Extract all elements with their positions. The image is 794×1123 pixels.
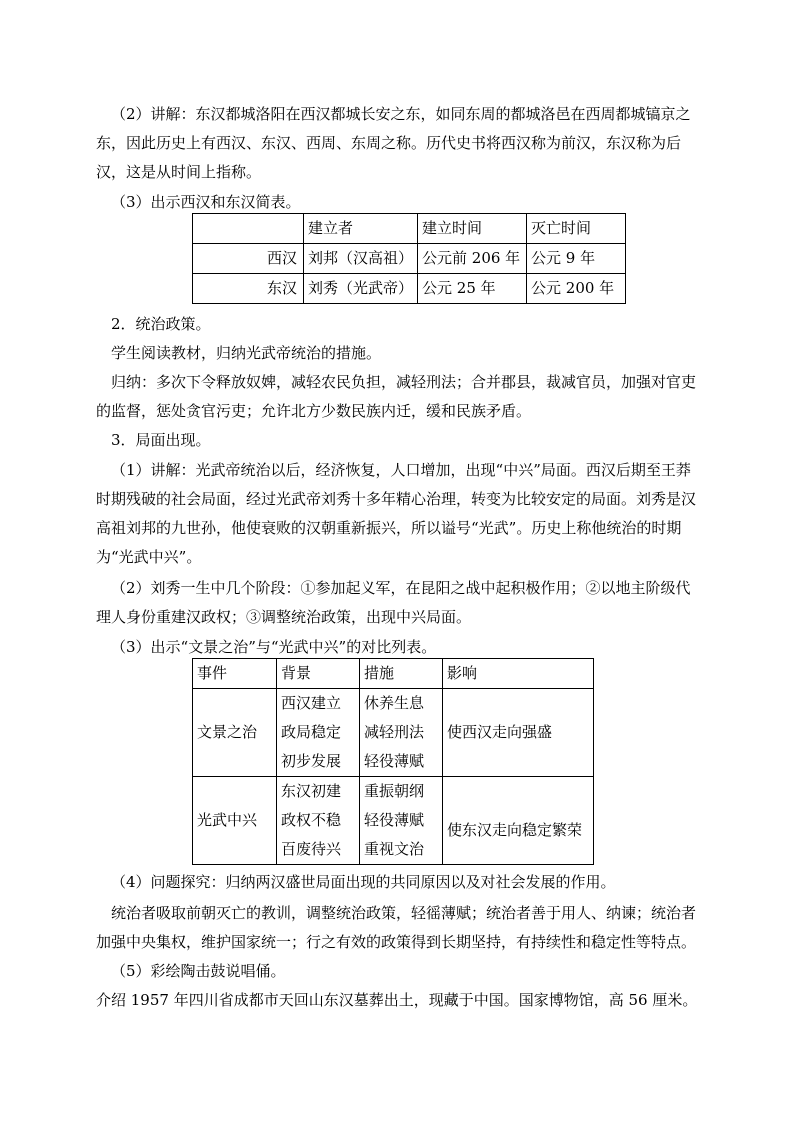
table-cell-event: 光武中兴 — [193, 777, 277, 865]
table-header-row — [193, 659, 594, 689]
table-header-cell: 建立时间 — [418, 214, 527, 244]
paragraph-explain-capitals: （2）讲解：东汉都城洛阳在西汉都城长安之东，如同东周的都城洛邑在西周都城镐京之东，因此历史上有西汉、东汉、西周、东周之称。历代史书将西汉称为前汉，东汉称为后汉，这是从时间上指称。 — [96, 105, 691, 181]
background-line: 初步发展 — [281, 752, 342, 770]
table-cell: 公元前 206 年 — [418, 244, 527, 274]
measure-line: 重视文治 — [364, 840, 425, 858]
table-cell-impact: 使东汉走向稳定繁荣 — [443, 777, 594, 865]
table-header-cell: 背景 — [277, 659, 360, 689]
paragraph-figurine-intro: 介绍 1957 年四川省成都市天回山东汉墓葬出土，现藏于中国。国家博物馆，高 56 厘米。 — [96, 991, 698, 1009]
paragraph-compare-table: （3）出示“文景之治”与“光武中兴”的对比列表。 — [111, 638, 437, 656]
background-line: 东汉初建 — [281, 782, 342, 800]
paragraph-common-reasons: 统治者吸取前朝灭亡的教训，调整统治政策，轻徭薄赋；统治者善于用人、纳谏；统治者加强中央集权，维护国家统一；行之有效的政策得到长期坚持，有持续性和稳定性等特点。 — [96, 904, 697, 951]
table-cell: 西汉 — [193, 244, 304, 274]
section-heading-situation: 3．局面出现。 — [111, 431, 211, 449]
table-row — [193, 777, 594, 865]
section-heading-policy: 2．统治政策。 — [111, 315, 211, 333]
table-cell: 东汉 — [193, 274, 304, 304]
table-cell-background — [277, 689, 360, 777]
table-cell: 刘秀（光武帝） — [304, 274, 418, 304]
table-row — [193, 244, 626, 274]
measure-line: 休养生息 — [364, 694, 425, 712]
background-line: 政权不稳 — [281, 811, 342, 829]
paragraph-liu-xiu-stages: （2）刘秀一生中几个阶段：①参加起义军，在昆阳之战中起积极作用；②以地主阶级代理人身份重建汉政权；③调整统治政策，出现中兴局面。 — [96, 579, 691, 626]
table-header-cell: 影响 — [443, 659, 594, 689]
measure-line: 轻役薄赋 — [364, 811, 425, 829]
paragraph-problem-inquiry: （4）问题探究：归纳两汉盛世局面出现的共同原因以及对社会发展的作用。 — [111, 873, 616, 891]
table-header-row — [193, 214, 626, 244]
table-row — [193, 274, 626, 304]
paragraph-explain-revival: （1）讲解：光武帝统治以后，经济恢复，人口增加，出现“中兴”局面。西汉后期至王莽时期残破的社会局面，经过光武帝刘秀十多年精心治理，转变为比较安定的局面。刘秀是汉高祖刘邦的九世孙，他使衰败的汉朝重新振兴，所以谥号“光武”。历史上称他统治的时期为“光武中兴”。 — [96, 461, 697, 566]
background-line: 政局稳定 — [281, 723, 342, 741]
table-cell: 刘邦（汉高祖） — [304, 244, 418, 274]
paragraph-summary: 归纳：多次下令释放奴婢，减轻农民负担，减轻刑法；合并郡县，裁减官员，加强对官吏的监督，惩处贪官污吏；允许北方少数民族内迁，缓和民族矛盾。 — [96, 373, 697, 420]
table-header-cell: 灭亡时间 — [527, 214, 626, 244]
table-header-cell: 措施 — [360, 659, 443, 689]
measure-line: 轻役薄赋 — [364, 752, 425, 770]
background-line: 西汉建立 — [281, 694, 342, 712]
table-row — [193, 689, 594, 777]
table-header-cell: 事件 — [193, 659, 277, 689]
table-cell-measures — [360, 689, 443, 777]
table-cell-background — [277, 777, 360, 865]
table-cell: 公元 25 年 — [418, 274, 527, 304]
paragraph-figurine-heading: （5）彩绘陶击鼓说唱俑。 — [111, 962, 286, 980]
table-cell-impact: 使西汉走向强盛 — [443, 689, 594, 777]
table-cell-event: 文景之治 — [193, 689, 277, 777]
table-cell: 公元 200 年 — [527, 274, 626, 304]
table-cell: 公元 9 年 — [527, 244, 626, 274]
paragraph-student-reading: 学生阅读教材，归纳光武帝统治的措施。 — [111, 344, 382, 362]
paragraph-show-table: （3）出示西汉和东汉简表。 — [111, 193, 301, 211]
background-line: 百废待兴 — [281, 840, 342, 858]
table-cell-measures — [360, 777, 443, 865]
measure-line: 重振朝纲 — [364, 782, 425, 800]
han-dynasty-table — [192, 213, 626, 304]
table-header-cell — [193, 214, 304, 244]
measure-line: 减轻刑法 — [364, 723, 425, 741]
comparison-table — [192, 658, 594, 865]
table-header-cell: 建立者 — [304, 214, 418, 244]
